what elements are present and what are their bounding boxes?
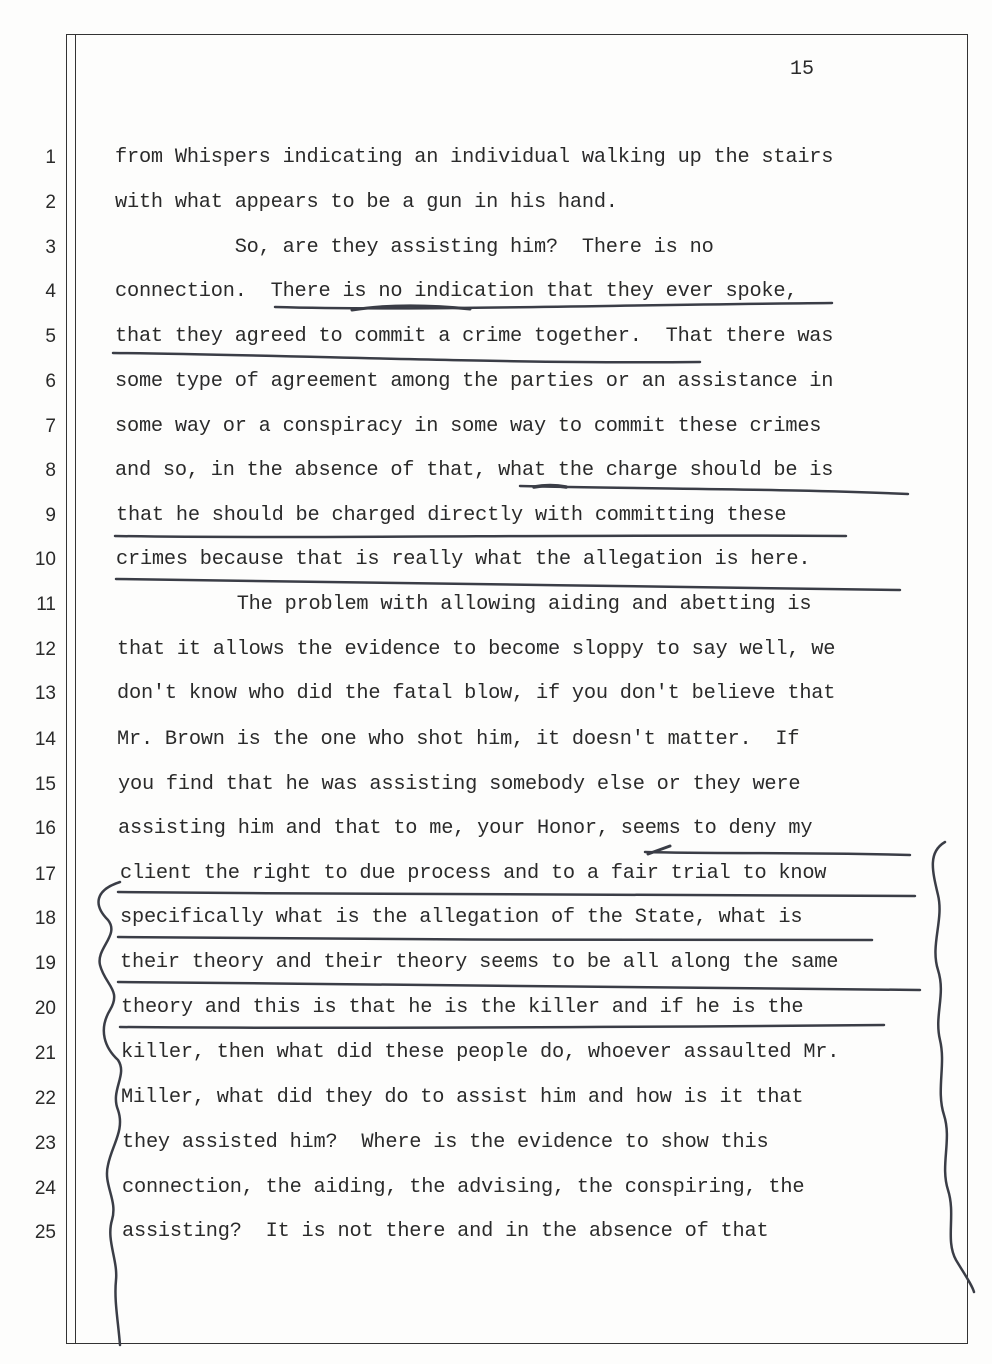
line-number: 14 xyxy=(34,729,56,750)
line-number: 21 xyxy=(34,1043,56,1064)
line-number: 20 xyxy=(34,998,56,1019)
page-number: 15 xyxy=(790,58,815,81)
transcript-line: that they agreed to commit a crime together. That there was xyxy=(115,325,834,348)
line-number: 4 xyxy=(45,281,56,302)
line-number: 19 xyxy=(34,953,56,974)
line-number: 5 xyxy=(45,326,56,347)
line-number: 11 xyxy=(36,594,56,615)
transcript-line: specifically what is the allegation of the State, what is xyxy=(120,906,803,929)
line-number: 2 xyxy=(45,192,56,213)
line-number: 3 xyxy=(45,237,56,258)
line-number: 18 xyxy=(34,908,56,929)
transcript-line: Mr. Brown is the one who shot him, it doesn't matter. If xyxy=(117,728,800,751)
transcript-line: you find that he was assisting somebody else or they were xyxy=(118,773,801,796)
transcript-line: they assisted him? Where is the evidence to show this xyxy=(122,1131,769,1154)
transcript-line: So, are they assisting him? There is no xyxy=(115,236,714,259)
transcript-line: some way or a conspiracy in some way to commit these crimes xyxy=(115,415,822,438)
transcript-line: with what appears to be a gun in his hand. xyxy=(115,191,618,214)
transcript-line: their theory and their theory seems to be all along the same xyxy=(120,951,839,974)
transcript-line: assisting? It is not there and in the absence of that xyxy=(122,1220,769,1243)
line-number: 10 xyxy=(34,549,56,570)
line-number: 16 xyxy=(34,818,56,839)
transcript-line: and so, in the absence of that, what the charge should be is xyxy=(115,459,834,482)
line-number: 25 xyxy=(34,1222,56,1243)
transcript-line: client the right to due process and to a fair trial to know xyxy=(120,862,827,885)
line-number: 9 xyxy=(45,505,56,526)
line-number: 1 xyxy=(45,147,56,168)
transcript-line: that it allows the evidence to become sloppy to say well, we xyxy=(117,638,836,661)
transcript-line: from Whispers indicating an individual walking up the stairs xyxy=(115,146,834,169)
transcript-line: Miller, what did they do to assist him and how is it that xyxy=(121,1086,804,1109)
transcript-line: assisting him and that to me, your Honor, seems to deny my xyxy=(118,817,813,840)
transcript-line: connection. There is no indication that they ever spoke, xyxy=(115,280,798,303)
transcript-line: The problem with allowing aiding and abetting is xyxy=(117,593,812,616)
line-number: 22 xyxy=(34,1088,56,1109)
line-number: 6 xyxy=(45,371,56,392)
transcript-line: crimes because that is really what the allegation is here. xyxy=(116,548,811,571)
line-number: 17 xyxy=(34,864,56,885)
transcript-line: killer, then what did these people do, whoever assaulted Mr. xyxy=(121,1041,840,1064)
transcript-line: some type of agreement among the parties or an assistance in xyxy=(115,370,834,393)
transcript-line: theory and this is that he is the killer and if he is the xyxy=(121,996,804,1019)
transcript-line: that he should be charged directly with committing these xyxy=(116,504,787,527)
line-number: 12 xyxy=(34,639,56,660)
line-number: 7 xyxy=(45,416,56,437)
transcript-line: connection, the aiding, the advising, the conspiring, the xyxy=(122,1176,805,1199)
transcript-line: don't know who did the fatal blow, if you don't believe that xyxy=(117,682,836,705)
line-number: 8 xyxy=(45,460,56,481)
line-number: 24 xyxy=(34,1178,56,1199)
line-number: 23 xyxy=(34,1133,56,1154)
line-number: 13 xyxy=(34,683,56,704)
line-number-margin-rule xyxy=(75,34,76,1344)
line-number: 15 xyxy=(34,774,56,795)
